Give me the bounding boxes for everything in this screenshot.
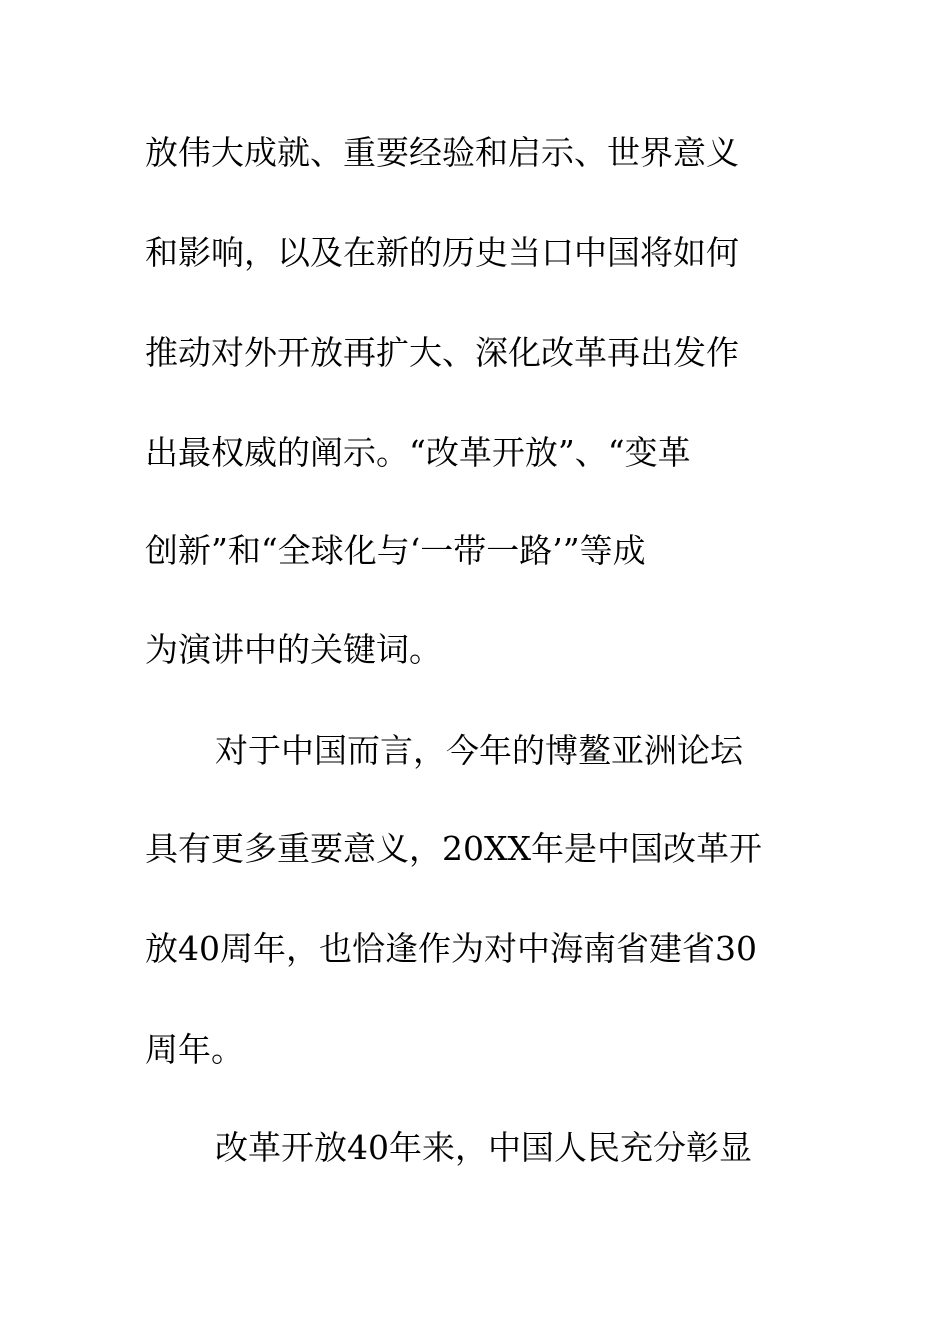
text-line: 推动对外开放再扩大、深化改革再出发作: [145, 333, 739, 372]
text-line: 放伟大成就、重要经验和启示、世界意义: [145, 133, 739, 172]
text-line: 改革开放40年来，中国人民充分彰显: [215, 1128, 752, 1167]
text-line: 对于中国而言，今年的博鳌亚洲论坛: [215, 731, 743, 770]
text-line: 具有更多重要意义，20XX年是中国改革开: [145, 829, 762, 868]
text-line: 和影响，以及在新的历史当口中国将如何: [145, 233, 739, 272]
text-line: 创新”和“全球化与‘一带一路’”等成: [145, 531, 646, 570]
text-line: 放40周年，也恰逢作为对中海南省建省30: [145, 929, 757, 968]
text-line: 周年。: [145, 1030, 244, 1069]
text-line: 出最权威的阐示。“改革开放”、“变革: [145, 433, 691, 472]
text-line: 为演讲中的关键词。: [145, 630, 442, 669]
